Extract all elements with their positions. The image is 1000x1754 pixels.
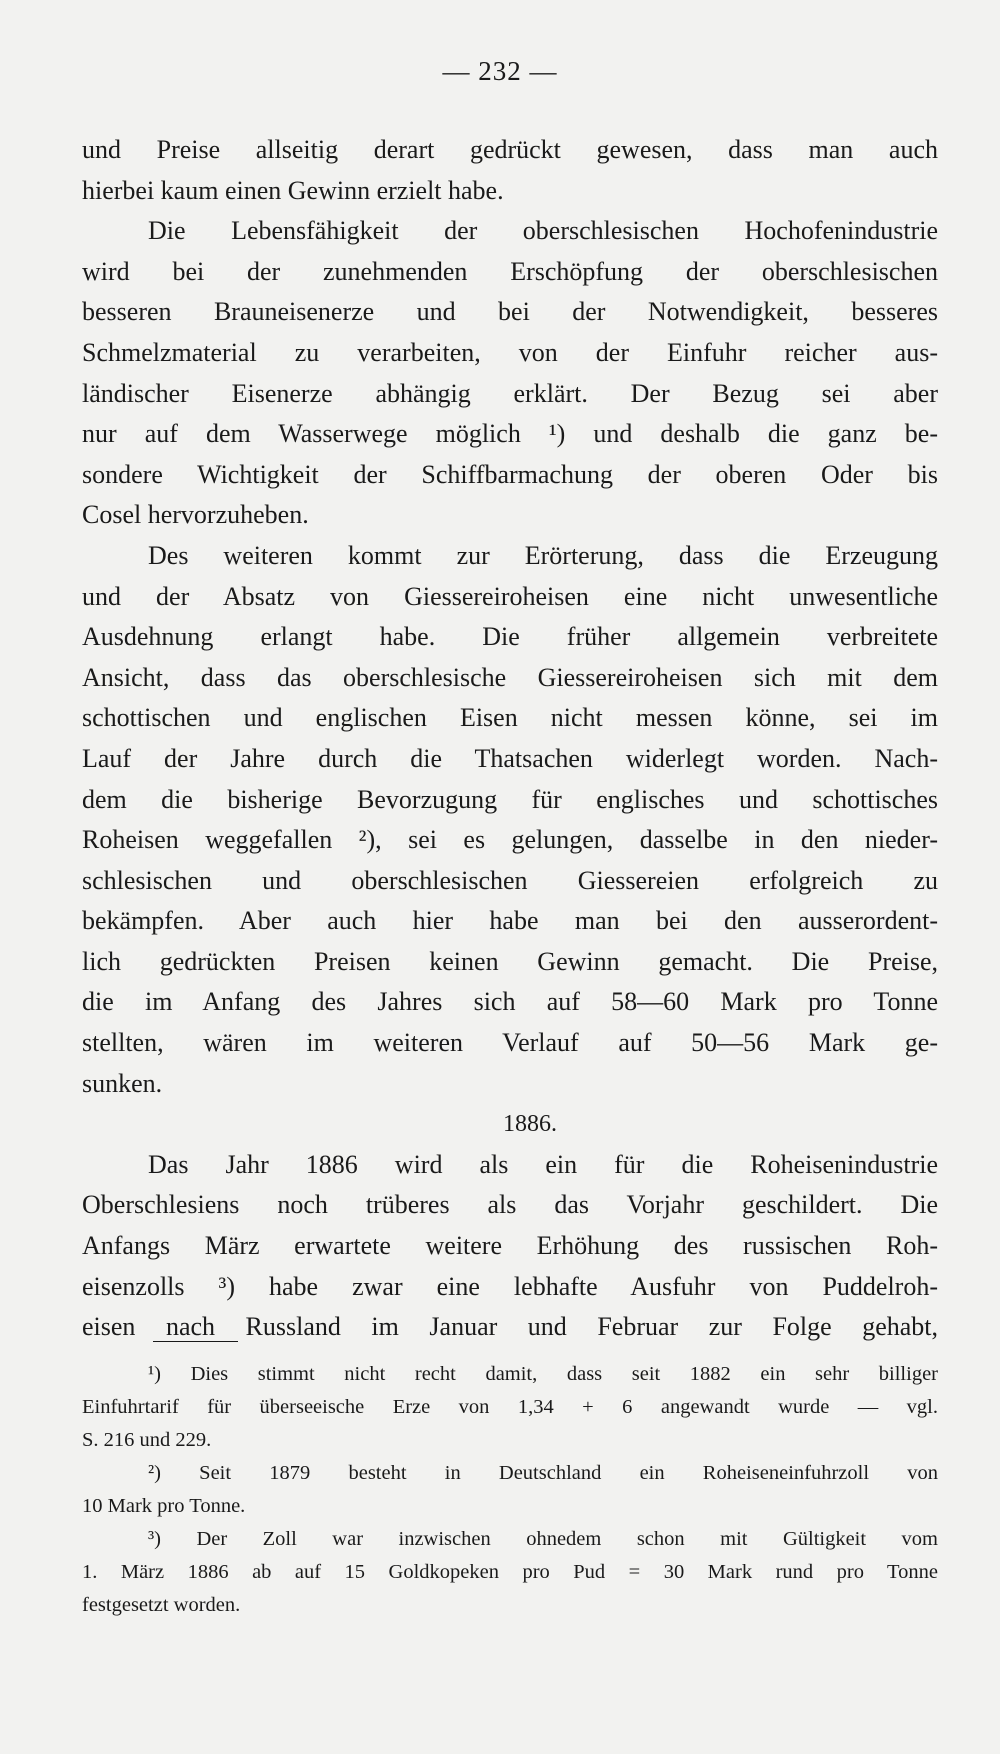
text-line: hierbei kaum einen Gewinn erzielt habe. <box>82 175 504 205</box>
text-line: schlesischen und oberschlesischen Giessereien erfolgreich zu <box>82 865 938 895</box>
text-line: Das Jahr 1886 wird als ein für die Roheisenindustrie <box>148 1149 938 1179</box>
text-line: eisen nach Russland im Januar und Februar zur Folge gehabt, <box>82 1312 938 1342</box>
footnote-line: ¹) Dies stimmt nicht recht damit, dass seit 1882 ein sehr billiger <box>148 1363 938 1385</box>
text-line: nur auf dem Wasserwege möglich ¹) und deshalb die ganz be- <box>82 419 938 449</box>
section-heading: 1886. <box>503 1111 557 1138</box>
text-line: Ansicht, dass das oberschlesische Giessereiroheisen sich mit dem <box>82 662 938 692</box>
text-line: schottischen und englischen Eisen nicht messen könne, sei im <box>82 703 938 733</box>
text-line: dem die bisherige Bevorzugung für englisches und schottisches <box>82 784 938 814</box>
text-line: Schmelzmaterial zu verarbeiten, von der Einfuhr reicher aus- <box>82 337 938 367</box>
text-line: die im Anfang des Jahres sich auf 58—60 Mark pro Tonne <box>82 987 938 1017</box>
footnotes <box>82 1358 938 1622</box>
text-line: sondere Wichtigkeit der Schiffbarmachung der oberen Oder bis <box>82 459 938 489</box>
text-line: stellten, wären im weiteren Verlauf auf 50—56 Mark ge- <box>82 1028 938 1058</box>
text-line: Cosel hervorzuheben. <box>82 500 309 530</box>
text-line: Des weiteren kommt zur Erörterung, dass die Erzeugung <box>148 540 938 570</box>
footnote-line: S. 216 und 229. <box>82 1429 212 1451</box>
footnote-line: 1. März 1886 ab auf 15 Goldkopeken pro Pud = 30 Mark rund pro Tonne <box>82 1561 938 1583</box>
main-text <box>82 130 938 1348</box>
text-line: ländischer Eisenerze abhängig erklärt. Der Bezug sei aber <box>82 378 938 408</box>
footnote-line: ²) Seit 1879 besteht in Deutschland ein Roheiseneinfuhrzoll von <box>148 1462 938 1484</box>
text-line: und der Absatz von Giessereiroheisen eine nicht unwesentliche <box>82 581 938 611</box>
footnote-line: Einfuhrtarif für überseeische Erze von 1,34 + 6 angewandt wurde — vgl. <box>82 1396 938 1418</box>
footnote-line: ³) Der Zoll war inzwischen ohnedem schon mit Gültigkeit vom <box>148 1528 938 1550</box>
footnote-line: festgesetzt worden. <box>82 1594 241 1616</box>
text-line: sunken. <box>82 1068 163 1098</box>
text-line: besseren Brauneisenerze und bei der Notwendigkeit, besseres <box>82 297 938 327</box>
text-line: Ausdehnung erlangt habe. Die früher allgemein verbreitete <box>82 622 938 652</box>
page-number: — 232 — <box>442 56 558 86</box>
text-line: bekämpfen. Aber auch hier habe man bei den ausserordent- <box>82 906 938 936</box>
text-line: Roheisen weggefallen ²), sei es gelungen, dasselbe in den nieder- <box>82 825 938 855</box>
text-line: Anfangs März erwartete weitere Erhöhung des russischen Roh- <box>82 1231 938 1261</box>
footnote-line: 10 Mark pro Tonne. <box>82 1495 246 1517</box>
text-line: eisenzolls ³) habe zwar eine lebhafte Ausfuhr von Puddelroh- <box>82 1271 938 1301</box>
footnote-separator <box>153 1341 238 1342</box>
text-line: Lauf der Jahre durch die Thatsachen widerlegt worden. Nach- <box>82 743 938 773</box>
text-line: wird bei der zunehmenden Erschöpfung der oberschlesischen <box>82 256 938 286</box>
text-line: Oberschlesiens noch trüberes als das Vorjahr geschildert. Die <box>82 1190 938 1220</box>
text-line: Die Lebensfähigkeit der oberschlesischen Hochofenindustrie <box>148 216 938 246</box>
text-line: lich gedrückten Preisen keinen Gewinn gemacht. Die Preise, <box>82 946 938 976</box>
text-line: und Preise allseitig derart gedrückt gewesen, dass man auch <box>82 135 938 164</box>
